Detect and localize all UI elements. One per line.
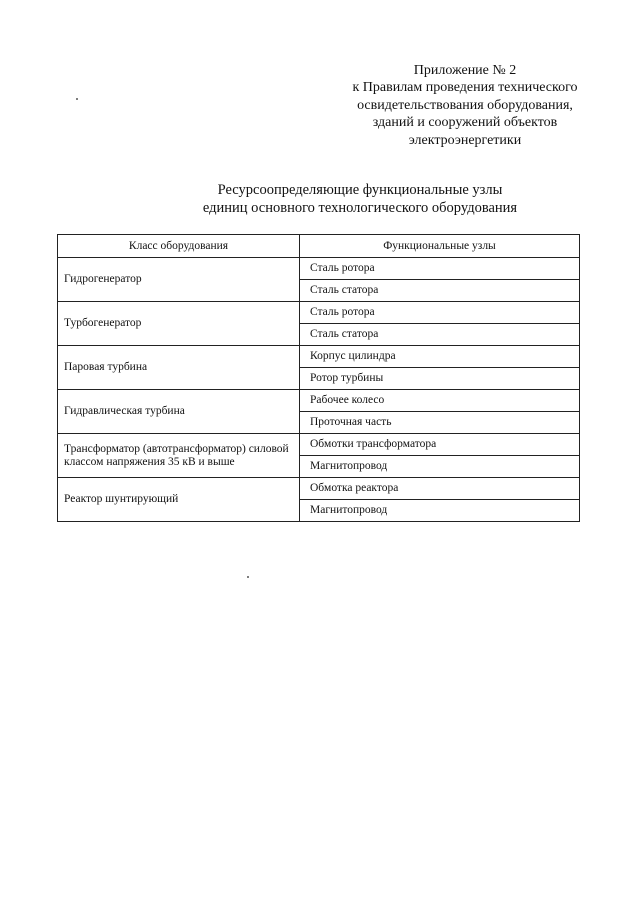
table-row [58, 346, 580, 368]
title-line: Ресурсоопределяющие функциональные узлы [217, 182, 503, 198]
column-header-equipment-class: Класс оборудования [58, 235, 300, 258]
document-title [150, 181, 570, 217]
equipment-class-cell: Гидрогенератор [58, 258, 300, 302]
table-row [58, 258, 580, 280]
appendix-header [330, 62, 600, 149]
equipment-class-cell: Турбогенератор [58, 302, 300, 346]
equipment-class-cell: Реактор шунтирующий [58, 478, 300, 522]
table-header-row [58, 235, 580, 258]
equipment-class-cell: Гидравлическая турбина [58, 390, 300, 434]
functional-unit-cell: Сталь статора [300, 324, 580, 346]
functional-unit-cell: Обмотки трансформатора [300, 434, 580, 456]
functional-unit-cell: Сталь ротора [300, 302, 580, 324]
functional-unit-cell: Обмотка реактора [300, 478, 580, 500]
functional-unit-cell: Ротор турбины [300, 368, 580, 390]
table-row [58, 478, 580, 500]
functional-units-table [57, 234, 580, 522]
appendix-ref-line: к Правилам проведения технического [352, 80, 578, 96]
table-row [58, 302, 580, 324]
functional-unit-cell: Рабочее колесо [300, 390, 580, 412]
functional-unit-cell: Сталь статора [300, 280, 580, 302]
scan-speck [76, 98, 78, 100]
appendix-ref-line: освидетельствования оборудования, [357, 97, 573, 113]
functional-unit-cell: Корпус цилиндра [300, 346, 580, 368]
appendix-ref-line: зданий и сооружений объектов [372, 115, 558, 131]
functional-unit-cell: Проточная часть [300, 412, 580, 434]
title-line: единиц основного технологического оборудования [202, 200, 518, 216]
equipment-class-cell: Трансформатор (автотрансформатор) силовой классом напряжения 35 кВ и выше [58, 434, 300, 478]
functional-unit-cell: Магнитопровод [300, 456, 580, 478]
equipment-class-cell: Паровая турбина [58, 346, 300, 390]
table-row [58, 434, 580, 456]
scan-speck [247, 576, 249, 578]
column-header-functional-units: Функциональные узлы [300, 235, 580, 258]
table-row [58, 390, 580, 412]
functional-unit-cell: Сталь ротора [300, 258, 580, 280]
appendix-number: Приложение № 2 [413, 63, 517, 78]
appendix-ref-line: электроэнергетики [408, 132, 522, 148]
functional-unit-cell: Магнитопровод [300, 500, 580, 522]
